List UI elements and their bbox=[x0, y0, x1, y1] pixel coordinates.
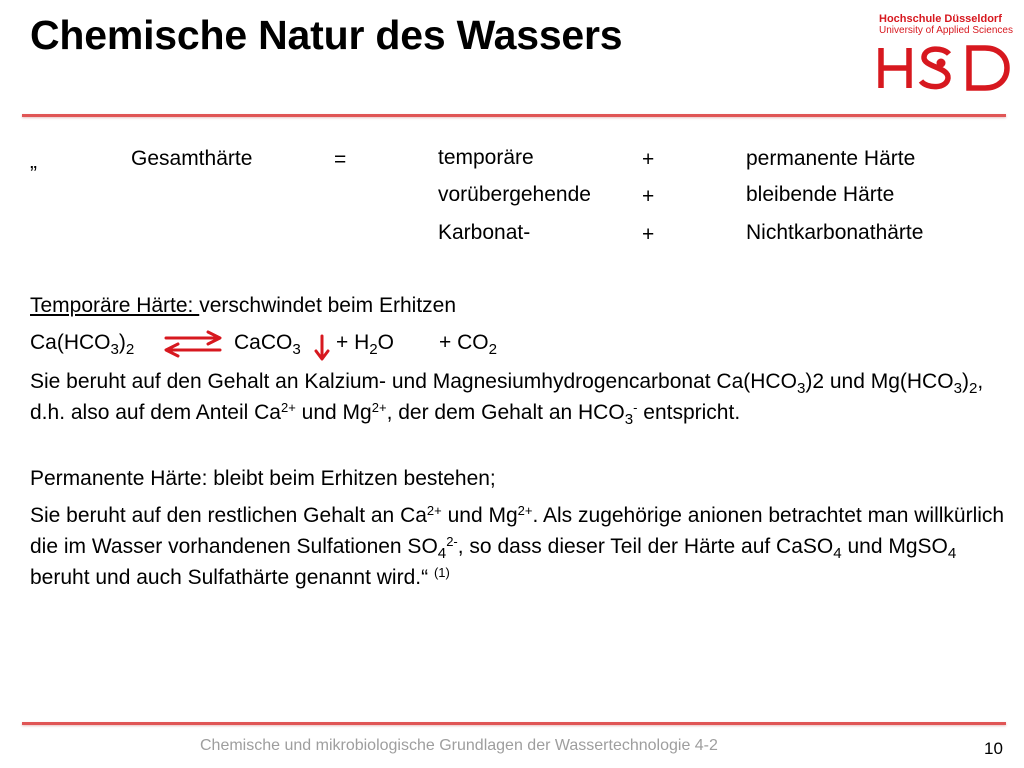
table-row-3-right: Nichtkarbonathärte bbox=[746, 221, 924, 244]
equation-product-caco3: CaCO$_3$ bbox=[234, 331, 301, 358]
permanent-hardness-explanation: Sie beruht auf den restlichen Gehalt an $Ca^{2+}$ und $Mg^{2+}$. Als zugehörige anionen betrachtet man willkürlich die im Wasser vorhandenen Sulfationen $SO_4^{2-}$, so dass dieser Teil der Härte auf CaSO$_4$ und MgSO$_4$ beruht und auch Sulfathärte genannt wird.“ $^{(1)}$ bbox=[30, 502, 1005, 589]
logo-school-name: Hochschule Düsseldorf bbox=[879, 13, 1002, 25]
temporary-hardness-explanation: Sie beruht auf den Gehalt an Kalzium- und Magnesiumhydrogencarbonat $Ca(HCO_3)2$ und $Mg(HCO_3)_2$, d.h. also auf dem Anteil $Ca^{2+}$ und $Mg^{2+}$, der dem Gehalt an $HCO_3^-$ entspricht. bbox=[30, 370, 984, 428]
table-row-1-right: permanente Härte bbox=[746, 147, 916, 170]
header-divider bbox=[22, 114, 1006, 117]
footer-course-title: Chemische und mikrobiologische Grundlagen der Wassertechnologie 4-2 bbox=[200, 737, 718, 754]
temporary-hardness-heading: Temporäre Härte: bbox=[30, 294, 200, 317]
footer-divider bbox=[22, 722, 1006, 725]
page-title: Chemische Natur des Wassers bbox=[30, 12, 623, 58]
hsd-logo-mark bbox=[877, 43, 1013, 93]
reference-marker: (1) bbox=[433, 564, 450, 580]
table-row-3-left: Karbonat- bbox=[438, 221, 531, 244]
table-row-3-plus: + bbox=[642, 223, 655, 246]
equation-product-water: + $H_2O$ bbox=[336, 331, 395, 358]
temporary-hardness-description: verschwindet beim Erhitzen bbox=[199, 294, 457, 317]
page-number: 10 bbox=[984, 739, 1003, 758]
total-hardness-term: Gesamthärte bbox=[131, 147, 253, 170]
table-row-1-left: temporäre bbox=[438, 146, 534, 169]
temporary-hardness-line bbox=[30, 294, 456, 318]
logo-university-name: University of Applied Sciences bbox=[879, 25, 1013, 36]
equation-reactant: $Ca(HCO_3)_2$ bbox=[30, 331, 135, 358]
table-row-1-plus: + bbox=[642, 148, 655, 171]
equation-product-co2: + $CO_2$ bbox=[439, 331, 498, 358]
table-row-2-left: vorübergehende bbox=[438, 183, 591, 206]
equilibrium-arrows-icon bbox=[160, 330, 226, 360]
permanent-hardness-heading: Permanente Härte: bleibt beim Erhitzen bestehen; bbox=[30, 467, 496, 490]
quote-open: „ bbox=[30, 150, 37, 173]
table-row-2-right: bleibende Härte bbox=[746, 183, 895, 206]
equals-sign: = bbox=[334, 148, 347, 171]
precipitate-arrow-icon bbox=[313, 334, 331, 362]
table-row-2-plus: + bbox=[642, 185, 655, 208]
